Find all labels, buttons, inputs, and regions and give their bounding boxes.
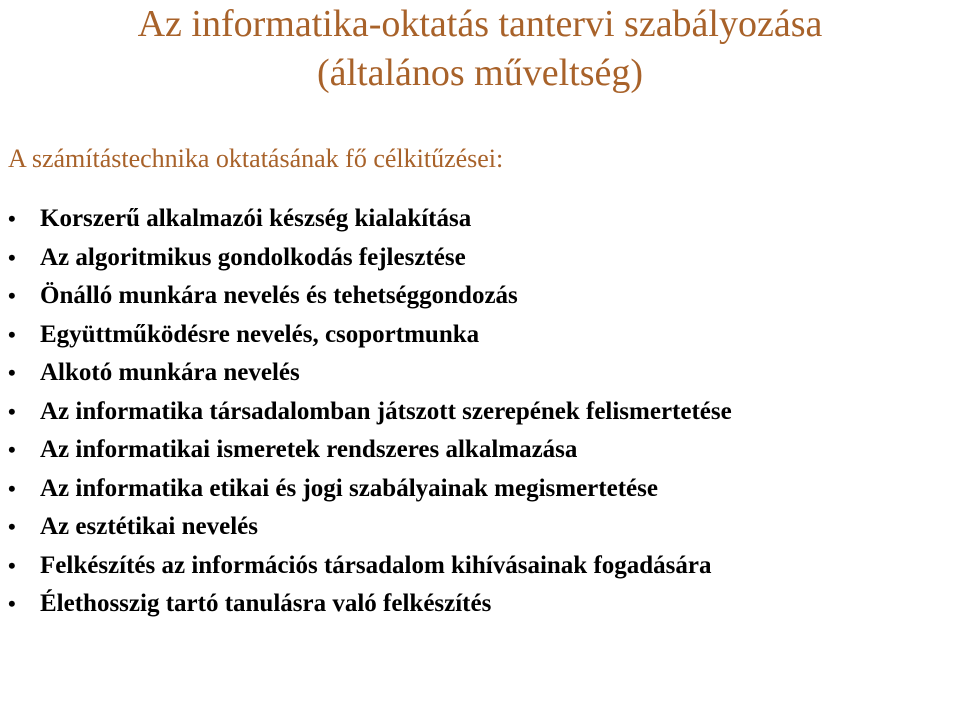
goals-list <box>0 200 960 624</box>
list-item-text: Korszerű alkalmazói készség kialakítása <box>40 205 472 232</box>
list-item <box>0 585 830 624</box>
list-item <box>0 354 830 393</box>
list-item <box>0 547 830 586</box>
list-item-text: Felkészítés az információs társadalom kihívásainak fogadására <box>40 551 712 579</box>
bullet-icon: • <box>8 398 16 424</box>
list-item <box>0 239 830 278</box>
list-item-text: Élethosszig tartó tanulásra való felkészítés <box>40 590 492 617</box>
list-item-text: Az algoritmikus gondolkodás fejlesztése <box>40 243 466 271</box>
bullet-icon: • <box>8 552 16 578</box>
list-item-text: Az informatika etikai és jogi szabályainak megismertetése <box>40 474 658 502</box>
list-item-text: Önálló munkára nevelés és tehetséggondozás <box>40 282 518 309</box>
list-item <box>0 470 830 509</box>
list-item-text: Az esztétikai nevelés <box>40 513 258 540</box>
list-item <box>0 316 830 355</box>
list-item <box>0 508 830 547</box>
bullet-icon: • <box>8 321 16 347</box>
list-item <box>0 393 830 432</box>
slide-title-subline: (általános műveltség) <box>316 52 644 94</box>
list-item <box>0 200 830 239</box>
bullet-icon: • <box>8 283 16 308</box>
list-item-text: Az informatika társadalomban játszott szerepének felismertetése <box>40 397 732 425</box>
bullet-icon: • <box>8 475 16 501</box>
list-item <box>0 277 830 316</box>
slide-title: Az informatika-oktatás tantervi szabályozása <box>137 3 823 45</box>
bullet-icon: • <box>8 437 16 462</box>
section-heading: A számítástechnika oktatásának fő célkitűzései: <box>8 144 504 173</box>
list-item-text: Alkotó munkára nevelés <box>40 359 300 386</box>
bullet-icon: • <box>8 206 16 231</box>
list-item <box>0 431 830 470</box>
bullet-icon: • <box>8 591 16 616</box>
list-item-text: Az informatikai ismeretek rendszeres alkalmazása <box>40 436 578 463</box>
list-item-text: Együttműködésre nevelés, csoportmunka <box>40 320 480 348</box>
bullet-icon: • <box>8 360 16 385</box>
bullet-icon: • <box>8 514 16 539</box>
bullet-icon: • <box>8 244 16 270</box>
